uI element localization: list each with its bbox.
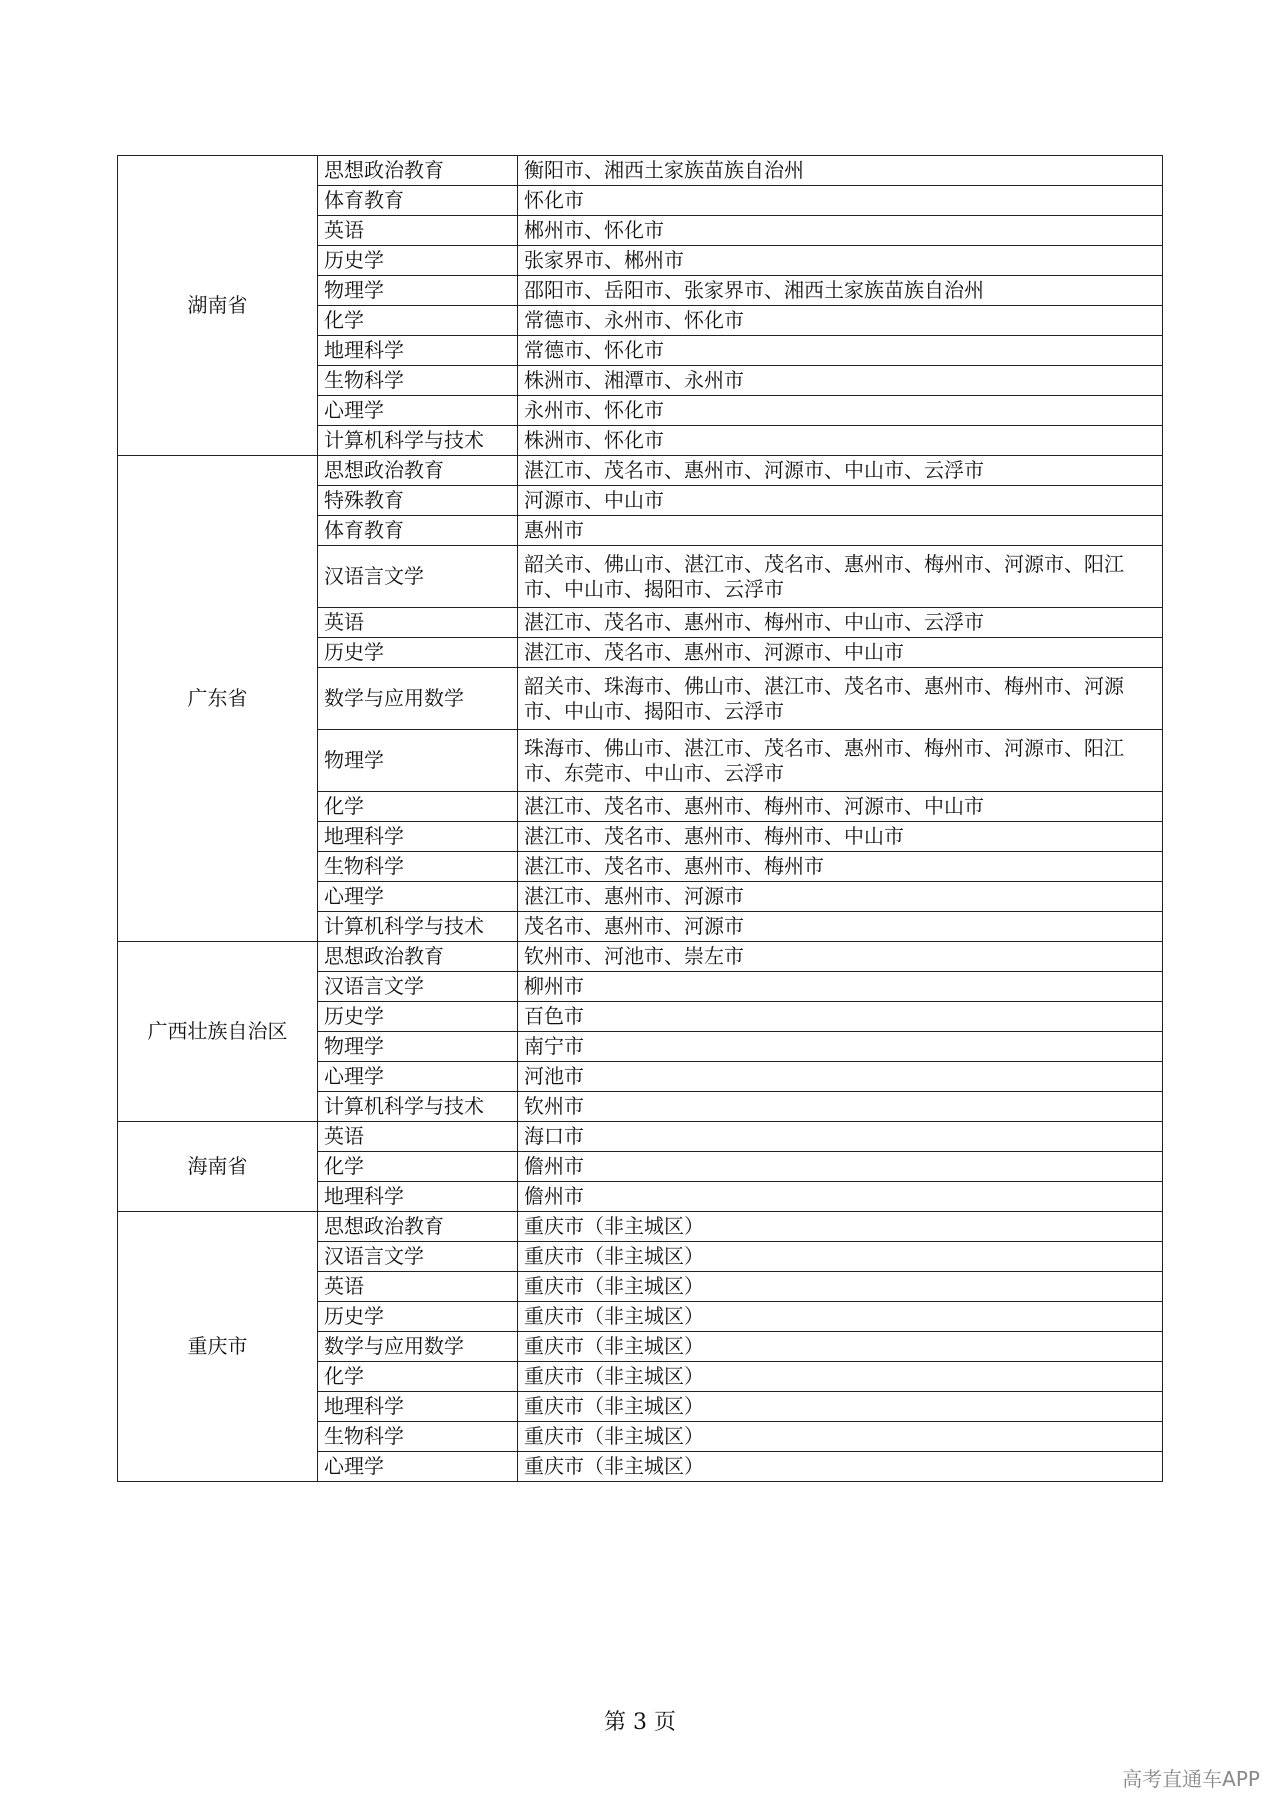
subject-cell: 化学: [318, 306, 518, 336]
page-number: 第 3 页: [604, 1710, 676, 1735]
table-body: [118, 156, 1163, 1482]
subject-cell: 地理科学: [318, 1182, 518, 1212]
subject-cell: 心理学: [318, 882, 518, 912]
subject-cell: 化学: [318, 1152, 518, 1182]
cities-cell: 怀化市: [518, 186, 1163, 216]
table-row: [118, 156, 1163, 186]
subject-cell: 英语: [318, 1272, 518, 1302]
subject-cell: 物理学: [318, 1032, 518, 1062]
subject-cell: 英语: [318, 608, 518, 638]
subject-cell: 英语: [318, 216, 518, 246]
cities-cell: 海口市: [518, 1122, 1163, 1152]
subject-cell: 化学: [318, 792, 518, 822]
subject-cell: 计算机科学与技术: [318, 426, 518, 456]
subject-cell: 心理学: [318, 1062, 518, 1092]
cities-cell: 惠州市: [518, 516, 1163, 546]
cities-cell: 重庆市（非主城区）: [518, 1422, 1163, 1452]
cities-cell: 河源市、中山市: [518, 486, 1163, 516]
cities-cell: 珠海市、佛山市、湛江市、茂名市、惠州市、梅州市、河源市、阳江市、东莞市、中山市、云浮市: [518, 730, 1163, 792]
cities-cell: 重庆市（非主城区）: [518, 1392, 1163, 1422]
province-cell: 海南省: [118, 1122, 318, 1212]
cities-cell: 茂名市、惠州市、河源市: [518, 912, 1163, 942]
cities-cell: 儋州市: [518, 1182, 1163, 1212]
subject-cell: 英语: [318, 1122, 518, 1152]
table-row: [118, 1212, 1163, 1242]
province-cell: 广东省: [118, 456, 318, 942]
subject-cell: 历史学: [318, 638, 518, 668]
subject-cell: 数学与应用数学: [318, 668, 518, 730]
watermark: 高考直通车APP: [1122, 1767, 1260, 1791]
subject-cell: 地理科学: [318, 1392, 518, 1422]
allocation-table: [117, 155, 1163, 1482]
subject-cell: 心理学: [318, 396, 518, 426]
subject-cell: 生物科学: [318, 366, 518, 396]
subject-cell: 地理科学: [318, 822, 518, 852]
cities-cell: 百色市: [518, 1002, 1163, 1032]
province-cell: 广西壮族自治区: [118, 942, 318, 1122]
cities-cell: 邵阳市、岳阳市、张家界市、湘西土家族苗族自治州: [518, 276, 1163, 306]
cities-cell: 南宁市: [518, 1032, 1163, 1062]
subject-cell: 思想政治教育: [318, 456, 518, 486]
cities-cell: 湛江市、茂名市、惠州市、梅州市、中山市、云浮市: [518, 608, 1163, 638]
subject-cell: 计算机科学与技术: [318, 912, 518, 942]
subject-cell: 汉语言文学: [318, 546, 518, 608]
table-row: [118, 942, 1163, 972]
cities-cell: 常德市、永州市、怀化市: [518, 306, 1163, 336]
cities-cell: 湛江市、茂名市、惠州市、河源市、中山市、云浮市: [518, 456, 1163, 486]
subject-cell: 数学与应用数学: [318, 1332, 518, 1362]
subject-cell: 化学: [318, 1362, 518, 1392]
cities-cell: 韶关市、佛山市、湛江市、茂名市、惠州市、梅州市、河源市、阳江市、中山市、揭阳市、云浮市: [518, 546, 1163, 608]
subject-cell: 心理学: [318, 1452, 518, 1482]
cities-cell: 重庆市（非主城区）: [518, 1452, 1163, 1482]
cities-cell: 株洲市、怀化市: [518, 426, 1163, 456]
subject-cell: 地理科学: [318, 336, 518, 366]
cities-cell: 重庆市（非主城区）: [518, 1332, 1163, 1362]
subject-cell: 体育教育: [318, 186, 518, 216]
cities-cell: 湛江市、茂名市、惠州市、梅州市: [518, 852, 1163, 882]
cities-cell: 永州市、怀化市: [518, 396, 1163, 426]
cities-cell: 湛江市、茂名市、惠州市、梅州市、河源市、中山市: [518, 792, 1163, 822]
cities-cell: 株洲市、湘潭市、永州市: [518, 366, 1163, 396]
subject-cell: 物理学: [318, 730, 518, 792]
cities-cell: 湛江市、惠州市、河源市: [518, 882, 1163, 912]
cities-cell: 张家界市、郴州市: [518, 246, 1163, 276]
subject-cell: 历史学: [318, 1002, 518, 1032]
subject-cell: 汉语言文学: [318, 1242, 518, 1272]
cities-cell: 儋州市: [518, 1152, 1163, 1182]
subject-cell: 思想政治教育: [318, 156, 518, 186]
cities-cell: 柳州市: [518, 972, 1163, 1002]
cities-cell: 湛江市、茂名市、惠州市、梅州市、中山市: [518, 822, 1163, 852]
subject-cell: 体育教育: [318, 516, 518, 546]
cities-cell: 湛江市、茂名市、惠州市、河源市、中山市: [518, 638, 1163, 668]
cities-cell: 重庆市（非主城区）: [518, 1242, 1163, 1272]
province-cell: 重庆市: [118, 1212, 318, 1482]
cities-cell: 钦州市、河池市、崇左市: [518, 942, 1163, 972]
table-row: [118, 1122, 1163, 1152]
cities-cell: 重庆市（非主城区）: [518, 1302, 1163, 1332]
cities-cell: 河池市: [518, 1062, 1163, 1092]
subject-cell: 历史学: [318, 1302, 518, 1332]
cities-cell: 韶关市、珠海市、佛山市、湛江市、茂名市、惠州市、梅州市、河源市、中山市、揭阳市、云浮市: [518, 668, 1163, 730]
subject-cell: 特殊教育: [318, 486, 518, 516]
cities-cell: 郴州市、怀化市: [518, 216, 1163, 246]
cities-cell: 重庆市（非主城区）: [518, 1272, 1163, 1302]
subject-cell: 生物科学: [318, 1422, 518, 1452]
subject-cell: 汉语言文学: [318, 972, 518, 1002]
table-row: [118, 456, 1163, 486]
subject-cell: 物理学: [318, 276, 518, 306]
cities-cell: 重庆市（非主城区）: [518, 1212, 1163, 1242]
subject-cell: 思想政治教育: [318, 942, 518, 972]
cities-cell: 衡阳市、湘西土家族苗族自治州: [518, 156, 1163, 186]
subject-cell: 思想政治教育: [318, 1212, 518, 1242]
subject-cell: 生物科学: [318, 852, 518, 882]
cities-cell: 钦州市: [518, 1092, 1163, 1122]
cities-cell: 常德市、怀化市: [518, 336, 1163, 366]
province-cell: 湖南省: [118, 156, 318, 456]
cities-cell: 重庆市（非主城区）: [518, 1362, 1163, 1392]
subject-cell: 计算机科学与技术: [318, 1092, 518, 1122]
subject-cell: 历史学: [318, 246, 518, 276]
